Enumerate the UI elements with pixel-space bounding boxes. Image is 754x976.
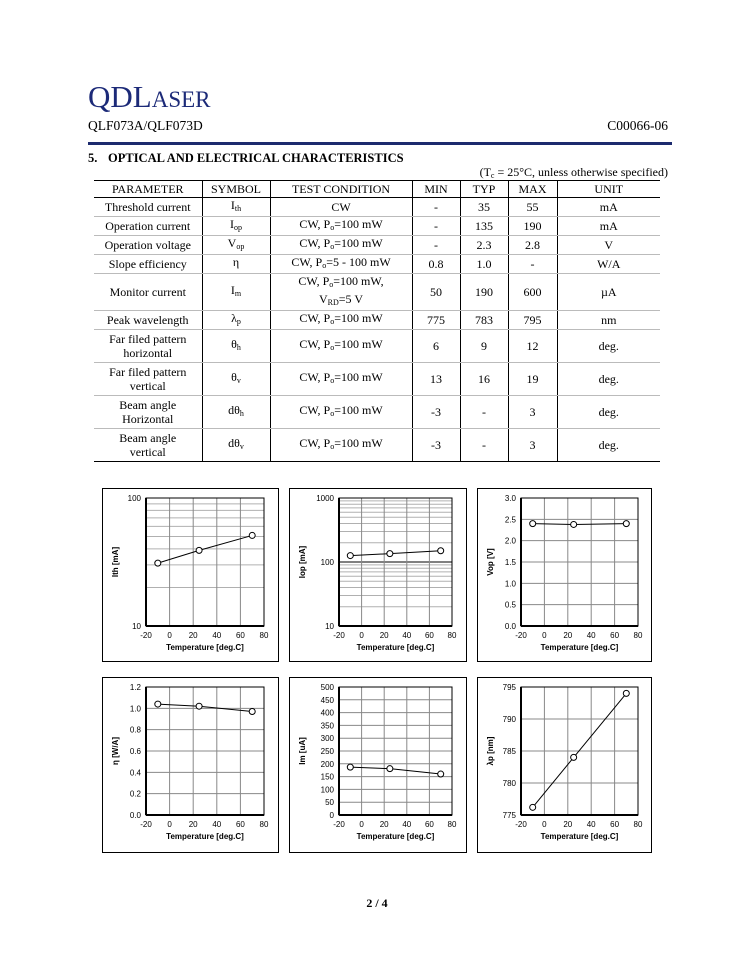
y-tick-label: 300 (320, 734, 334, 744)
y-tick-label: 400 (320, 708, 334, 718)
cell-test-condition: CW, $P_o=100$ mW (270, 396, 412, 429)
column-header: MIN (412, 181, 460, 198)
y-tick-label: 0.0 (504, 622, 516, 631)
x-tick-label: 80 (447, 631, 457, 640)
column-header: SYMBOL (202, 181, 270, 198)
series-line (533, 524, 627, 525)
cell-parameter: Far filed pattern vertical (94, 363, 202, 396)
cell-symbol: $I_{op}$ (202, 217, 270, 236)
x-tick-label: 60 (610, 820, 620, 829)
cell-typ: 16 (460, 363, 508, 396)
cell-parameter: Operation current (94, 217, 202, 236)
table-row (94, 236, 660, 255)
y-tick-label: 1.0 (129, 704, 141, 714)
cell-parameter: Threshold current (94, 198, 202, 217)
cell-unit: mA (557, 198, 660, 217)
chart-monitor-current (289, 677, 467, 853)
data-point (249, 532, 255, 538)
cell-parameter: Peak wavelength (94, 311, 202, 330)
data-point (155, 701, 161, 707)
cell-min: 6 (412, 330, 460, 363)
data-point (438, 548, 444, 554)
x-tick-label: 80 (259, 820, 269, 829)
plot-area (146, 498, 264, 626)
data-point (196, 703, 202, 709)
cell-parameter: Beam angle Horizontal (94, 396, 202, 429)
y-tick-label: 100 (320, 785, 334, 795)
x-tick-label: 60 (235, 820, 245, 829)
cell-min: 50 (412, 274, 460, 311)
x-tick-label: 20 (563, 820, 573, 829)
y-tick-label: 100 (127, 494, 141, 503)
x-axis-label: Temperature [deg.C] (166, 832, 244, 841)
cell-max: 795 (508, 311, 557, 330)
cell-max: 3 (508, 429, 557, 462)
y-axis-label: Ith [mA] (111, 546, 120, 578)
x-tick-label: 60 (424, 631, 434, 640)
cell-unit: deg. (557, 429, 660, 462)
table-row (94, 198, 660, 217)
cell-symbol: $\theta_v$ (202, 363, 270, 396)
chart-peak-wavelength (477, 677, 652, 853)
data-point (347, 764, 353, 770)
series-line (533, 693, 627, 807)
cell-min: -3 (412, 429, 460, 462)
y-tick-label: 1.5 (504, 558, 516, 567)
cell-test-condition: CW, $P_o=5 - 100$ mW (270, 255, 412, 274)
cell-symbol: η (202, 255, 270, 274)
y-tick-label: 2.5 (504, 515, 516, 525)
chart-slope-efficiency (102, 677, 279, 853)
section-heading: 5. OPTICAL AND ELECTRICAL CHARACTERISTICS (88, 151, 404, 165)
cell-symbol: $I_{th}$ (202, 198, 270, 217)
cell-parameter: Monitor current (94, 274, 202, 311)
x-tick-label: 0 (167, 820, 172, 829)
cell-unit: deg. (557, 396, 660, 429)
cell-max: 55 (508, 198, 557, 217)
y-axis-label: Vop [V] (486, 548, 495, 576)
x-tick-label: 80 (447, 820, 457, 829)
y-tick-label: 0 (329, 811, 334, 820)
y-tick-label: 775 (502, 811, 516, 820)
cell-min: - (412, 236, 460, 255)
x-tick-label: 40 (212, 631, 222, 640)
document-number: C00066-06 (607, 118, 668, 133)
model-number: QLF073A/QLF073D (88, 118, 203, 133)
y-tick-label: 0.2 (129, 789, 141, 799)
cell-symbol: $I_m$ (202, 274, 270, 311)
y-axis-label: Im [uA] (298, 737, 307, 765)
page-number: 2 / 4 (366, 896, 388, 910)
cell-unit: mA (557, 217, 660, 236)
table-row (94, 217, 660, 236)
x-tick-label: 0 (359, 631, 364, 640)
cell-test-condition: CW, $P_o=100$ mW (270, 429, 412, 462)
x-tick-label: 80 (633, 820, 643, 829)
chart-vop (477, 488, 652, 662)
x-tick-label: 0 (542, 631, 547, 640)
cell-min: - (412, 198, 460, 217)
x-tick-label: 80 (259, 631, 269, 640)
y-tick-label: 0.4 (129, 768, 141, 778)
y-axis-label: η [W/A] (111, 737, 120, 765)
y-tick-label: 250 (320, 747, 334, 756)
x-tick-label: 0 (359, 820, 364, 829)
x-tick-label: 60 (424, 820, 434, 829)
table-row (94, 396, 660, 429)
y-axis-label: λp [nm] (486, 736, 495, 766)
data-point (387, 551, 393, 557)
y-tick-label: 0.8 (129, 725, 141, 735)
cell-unit: deg. (557, 363, 660, 396)
table-row (94, 429, 660, 462)
x-tick-label: -20 (140, 820, 152, 829)
y-tick-label: 790 (502, 715, 516, 724)
y-tick-label: 100 (320, 558, 334, 567)
cell-max: 3 (508, 396, 557, 429)
data-point (530, 804, 536, 810)
y-tick-label: 10 (132, 622, 141, 631)
cell-test-condition: CW, $P_o=100$ mW, $V_{RD}=5$ V (270, 274, 412, 311)
cell-max: 600 (508, 274, 557, 311)
x-tick-label: -20 (333, 820, 345, 829)
y-tick-label: 0.6 (129, 747, 141, 756)
cell-parameter: Far filed pattern horizontal (94, 330, 202, 363)
cell-symbol: $d\theta_h$ (202, 396, 270, 429)
table-row (94, 363, 660, 396)
cell-min: 13 (412, 363, 460, 396)
x-tick-label: 80 (633, 631, 643, 640)
column-header: TEST CONDITION (270, 181, 412, 198)
cell-typ: 35 (460, 198, 508, 217)
x-axis-label: Temperature [deg.C] (540, 643, 619, 652)
x-tick-label: 0 (542, 820, 547, 829)
cell-test-condition: CW, $P_o=100$ mW (270, 330, 412, 363)
x-tick-label: 20 (188, 631, 198, 640)
cell-max: 190 (508, 217, 557, 236)
data-point (347, 553, 353, 559)
column-header: TYP (460, 181, 508, 198)
y-tick-label: 200 (320, 759, 334, 769)
cell-symbol: $\theta_h$ (202, 330, 270, 363)
x-tick-label: 40 (586, 820, 596, 829)
cell-symbol: $\lambda_p$ (202, 311, 270, 330)
cell-typ: 135 (460, 217, 508, 236)
table-row (94, 274, 660, 311)
x-tick-label: 60 (610, 631, 620, 640)
y-tick-label: 150 (320, 772, 334, 782)
y-tick-label: 350 (320, 721, 334, 731)
x-axis-label: Temperature [deg.C] (540, 832, 619, 841)
cell-test-condition: CW (270, 198, 412, 217)
y-tick-label: 1.0 (504, 579, 516, 589)
x-tick-label: 20 (379, 820, 389, 829)
y-axis-label: Iop [mA] (298, 545, 307, 579)
y-tick-label: 3.0 (504, 494, 516, 503)
cell-min: 0.8 (412, 255, 460, 274)
cell-unit: W/A (557, 255, 660, 274)
column-header: MAX (508, 181, 557, 198)
cell-unit: V (557, 236, 660, 255)
x-tick-label: 20 (563, 631, 573, 640)
data-point (196, 547, 202, 553)
x-tick-label: 20 (188, 820, 198, 829)
x-axis-label: Temperature [deg.C] (166, 643, 244, 652)
cell-parameter: Slope efficiency (94, 255, 202, 274)
table-row (94, 330, 660, 363)
column-header: PARAMETER (94, 181, 202, 198)
data-point (571, 754, 577, 760)
cell-typ: - (460, 396, 508, 429)
cell-test-condition: CW, $P_o=100$ mW (270, 236, 412, 255)
cell-max: - (508, 255, 557, 274)
qdlaser-logo: QDLASER (88, 79, 211, 114)
table-header-row (94, 181, 660, 198)
cell-typ: - (460, 429, 508, 462)
cell-parameter: Beam angle vertical (94, 429, 202, 462)
cell-max: 2.8 (508, 236, 557, 255)
data-point (387, 766, 393, 772)
x-axis-label: Temperature [deg.C] (356, 643, 435, 652)
cell-symbol: $d\theta_v$ (202, 429, 270, 462)
cell-symbol: $V_{op}$ (202, 236, 270, 255)
cell-test-condition: CW, $P_o=100$ mW (270, 363, 412, 396)
header-rule (88, 142, 672, 145)
data-point (571, 521, 577, 527)
cell-min: -3 (412, 396, 460, 429)
chart-iop (289, 488, 467, 662)
y-tick-label: 780 (502, 779, 516, 788)
y-tick-label: 450 (320, 695, 334, 705)
data-point (438, 771, 444, 777)
y-tick-label: 785 (502, 747, 516, 756)
chart-ith (102, 488, 279, 662)
data-point (249, 709, 255, 715)
table-row (94, 311, 660, 330)
y-tick-label: 795 (502, 683, 516, 692)
condition-note: ($T_c = 25^\circ C$, unless otherwise specified) (479, 165, 668, 180)
x-tick-label: 40 (402, 631, 412, 640)
x-tick-label: 40 (402, 820, 412, 829)
x-tick-label: 0 (167, 631, 172, 640)
column-header: UNIT (557, 181, 660, 198)
cell-unit: µA (557, 274, 660, 311)
x-tick-label: 60 (235, 631, 245, 640)
table-row (94, 255, 660, 274)
cell-typ: 1.0 (460, 255, 508, 274)
series-line (350, 767, 440, 774)
x-tick-label: 40 (586, 631, 596, 640)
data-point (623, 521, 629, 527)
x-tick-label: 20 (379, 631, 389, 640)
cell-test-condition: CW, $P_o=100$ mW (270, 311, 412, 330)
y-tick-label: 50 (325, 798, 334, 808)
characteristics-table (94, 180, 660, 462)
y-tick-label: 0.0 (129, 811, 141, 820)
cell-typ: 190 (460, 274, 508, 311)
x-tick-label: -20 (515, 820, 527, 829)
data-point (530, 521, 536, 527)
cell-typ: 2.3 (460, 236, 508, 255)
y-tick-label: 1000 (316, 494, 334, 503)
data-point (155, 560, 161, 566)
x-tick-label: 40 (212, 820, 222, 829)
y-tick-label: 500 (320, 683, 334, 692)
cell-max: 12 (508, 330, 557, 363)
cell-min: 775 (412, 311, 460, 330)
table-body (94, 198, 660, 462)
x-tick-label: -20 (515, 631, 527, 640)
x-tick-label: -20 (333, 631, 345, 640)
cell-typ: 783 (460, 311, 508, 330)
y-tick-label: 0.5 (504, 600, 516, 610)
cell-max: 19 (508, 363, 557, 396)
x-axis-label: Temperature [deg.C] (356, 832, 435, 841)
cell-min: - (412, 217, 460, 236)
cell-parameter: Operation voltage (94, 236, 202, 255)
series-line (350, 551, 440, 556)
cell-unit: nm (557, 311, 660, 330)
y-tick-label: 10 (325, 622, 334, 631)
cell-test-condition: CW, $P_o=100$ mW (270, 217, 412, 236)
series-line (158, 704, 252, 711)
data-point (623, 690, 629, 696)
y-tick-label: 1.2 (129, 683, 141, 692)
x-tick-label: -20 (140, 631, 152, 640)
cell-typ: 9 (460, 330, 508, 363)
cell-unit: deg. (557, 330, 660, 363)
y-tick-label: 2.0 (504, 536, 516, 546)
